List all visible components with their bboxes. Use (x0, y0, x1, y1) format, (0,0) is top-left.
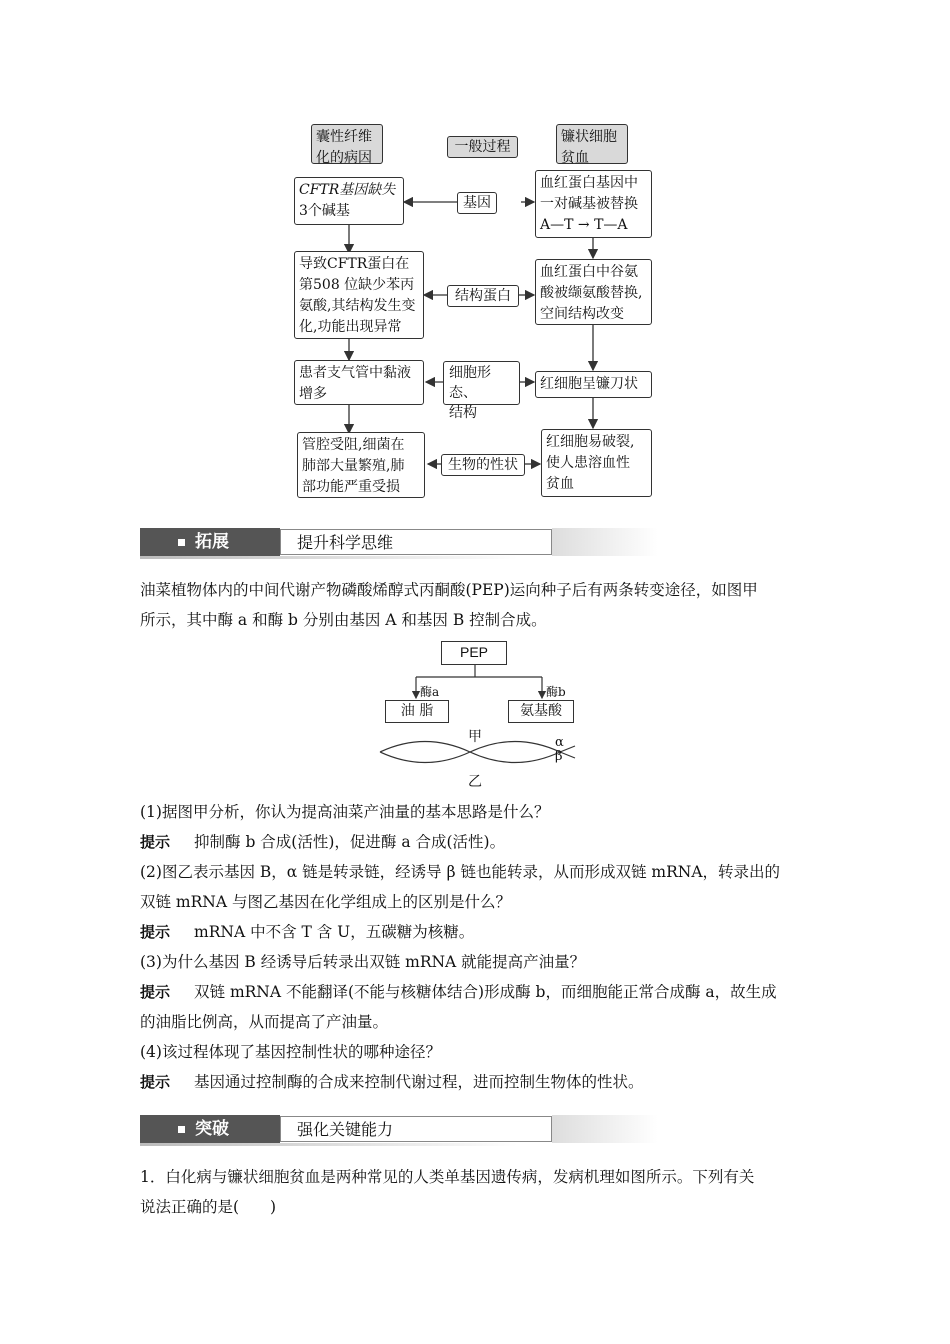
answer-text: mRNA 中不含 T 含 U，五碳糖为核糖。 (194, 923, 475, 941)
oil-box: 油 脂 (385, 700, 449, 723)
left-box-lung (297, 432, 425, 498)
answer-3-cont: 的油脂比例高，从而提高了产油量。 (140, 1013, 389, 1031)
right-box-line: 血红蛋白中谷氨 (540, 264, 638, 280)
strand-alpha-label: α (555, 735, 564, 750)
banner-fade (552, 528, 658, 556)
intro-line: 油菜植物体内的中间代谢产物磷酸烯醇式丙酮酸(PEP)运向种子后有两条转变途径，如图甲 (140, 581, 758, 599)
right-box-line: 血红蛋白基因中 (540, 175, 638, 191)
left-box-line: 增多 (299, 386, 327, 402)
left-box-line: CFTR基因缺失 (299, 182, 396, 198)
tip-label: 提示 (140, 983, 171, 1001)
answer-text: 基因通过控制酶的合成来控制代谢过程，进而控制生物体的性状。 (194, 1073, 644, 1091)
intro-paragraph (140, 575, 812, 635)
amino-acid-box: 氨基酸 (508, 700, 574, 723)
answer-text: 抑制酶 b 合成(活性)，促进酶 a 合成(活性)。 (194, 833, 506, 851)
pep-box: PEP (441, 641, 507, 665)
right-box-anemia (541, 429, 652, 497)
label-yi: 乙 (468, 774, 482, 790)
right-box-line: 空间结构改变 (540, 306, 624, 322)
left-box-line: 氨酸,其结构发生变 (299, 298, 416, 314)
question-line: 说法正确的是( ) (140, 1198, 277, 1216)
tip-label: 提示 (140, 1073, 171, 1091)
banner-tag (140, 1115, 280, 1143)
header-right-line: 镰状细胞 (561, 129, 617, 145)
header-right-line: 贫血 (561, 150, 589, 166)
section-banner-expand (140, 528, 518, 556)
answer-text: 双链 mRNA 不能翻译(不能与核糖体结合)形成酶 b，而细胞能正常合成酶 a，故生成 (194, 983, 777, 1001)
right-box-line: 贫血 (546, 476, 574, 492)
mid-label-structural-protein: 结构蛋白 (447, 285, 519, 307)
label-jia: 甲 (468, 729, 482, 745)
right-box-line: 使人患溶血性 (546, 455, 630, 471)
header-sickle-cell (556, 124, 628, 164)
right-box-cell (535, 371, 652, 398)
left-box-protein (294, 251, 424, 339)
intro-line: 所示，其中酶 a 和酶 b 分别由基因 A 和基因 B 控制合成。 (140, 611, 547, 629)
mid-label-cell-shape (443, 361, 520, 421)
right-box-line: 红细胞易破裂, (546, 434, 635, 450)
answer-3 (140, 977, 812, 1007)
header-general-process: 一般过程 (447, 136, 518, 158)
banner-title: 强化关键能力 (280, 1116, 552, 1142)
left-box-line: 肺部大量繁殖,肺 (302, 458, 405, 474)
banner-tag-text: 拓展 (195, 532, 229, 552)
right-box-line: 红细胞呈镰刀状 (540, 376, 638, 392)
question-3: (3)为什么基因 B 经诱导后转录出双链 mRNA 就能提高产油量？ (140, 953, 586, 971)
left-box-line: 化,功能出现异常 (299, 319, 402, 335)
strand-beta-label: β (555, 749, 563, 764)
left-box-gene (294, 177, 404, 225)
left-box-line: 导致CFTR蛋白在 (299, 256, 410, 272)
question-paragraph (140, 1162, 812, 1222)
left-box-line: 3个碱基 (299, 203, 350, 219)
header-left-line: 化的病因 (316, 150, 372, 166)
answer-2 (140, 917, 812, 947)
banner-underline (140, 556, 518, 559)
mid-label-traits: 生物的性状 (441, 454, 525, 476)
mid-label-gene: 基因 (457, 192, 497, 214)
question-line: 1．白化病与镰状细胞贫血是两种常见的人类单基因遗传病，发病机理如图所示。下列有关 (140, 1168, 755, 1186)
header-cystic-fibrosis (311, 124, 383, 164)
question-1: (1)据图甲分析，你认为提高油菜产油量的基本思路是什么？ (140, 803, 550, 821)
enzyme-a-label: 酶a (420, 685, 440, 699)
tip-label: 提示 (140, 833, 171, 851)
tip-label: 提示 (140, 923, 171, 941)
left-box-line: 患者支气管中黏液 (299, 365, 411, 381)
right-box-line: 一对碱基被替换 (540, 196, 638, 212)
mid-label-line: 细胞形态、 (449, 365, 491, 401)
banner-fade (552, 1115, 658, 1143)
banner-title: 提升科学思维 (280, 529, 552, 555)
answer-4 (140, 1067, 812, 1097)
left-box-line: 第508 位缺少苯丙 (299, 277, 415, 293)
square-icon (178, 1126, 185, 1133)
left-box-line: 部功能严重受损 (302, 479, 400, 495)
qa-block (140, 797, 812, 1097)
banner-underline (140, 1143, 518, 1146)
enzyme-b-label: 酶b (546, 685, 566, 699)
answer-1 (140, 827, 812, 857)
question-4: (4)该过程体现了基因控制性状的哪种途径？ (140, 1043, 441, 1061)
left-box-line: 管腔受阻,细菌在 (302, 437, 405, 453)
header-left-line: 囊性纤维 (316, 129, 372, 145)
right-box-gene (535, 170, 652, 238)
right-box-line: 酸被缬氨酸替换, (540, 285, 643, 301)
mid-label-line: 结构 (449, 405, 477, 421)
left-box-mucus (294, 360, 424, 405)
section-banner-breakthrough (140, 1115, 518, 1143)
right-box-line: A—T → T—A (540, 217, 628, 233)
banner-tag (140, 528, 280, 556)
banner-tag-text: 突破 (195, 1119, 229, 1139)
question-2-cont: 双链 mRNA 与图乙基因在化学组成上的区别是什么？ (140, 893, 511, 911)
question-2: (2)图乙表示基因 B，α 链是转录链，经诱导 β 链也能转录，从而形成双链 mRNA，转录出的 (140, 863, 781, 881)
right-box-protein (535, 259, 652, 325)
square-icon (178, 539, 185, 546)
